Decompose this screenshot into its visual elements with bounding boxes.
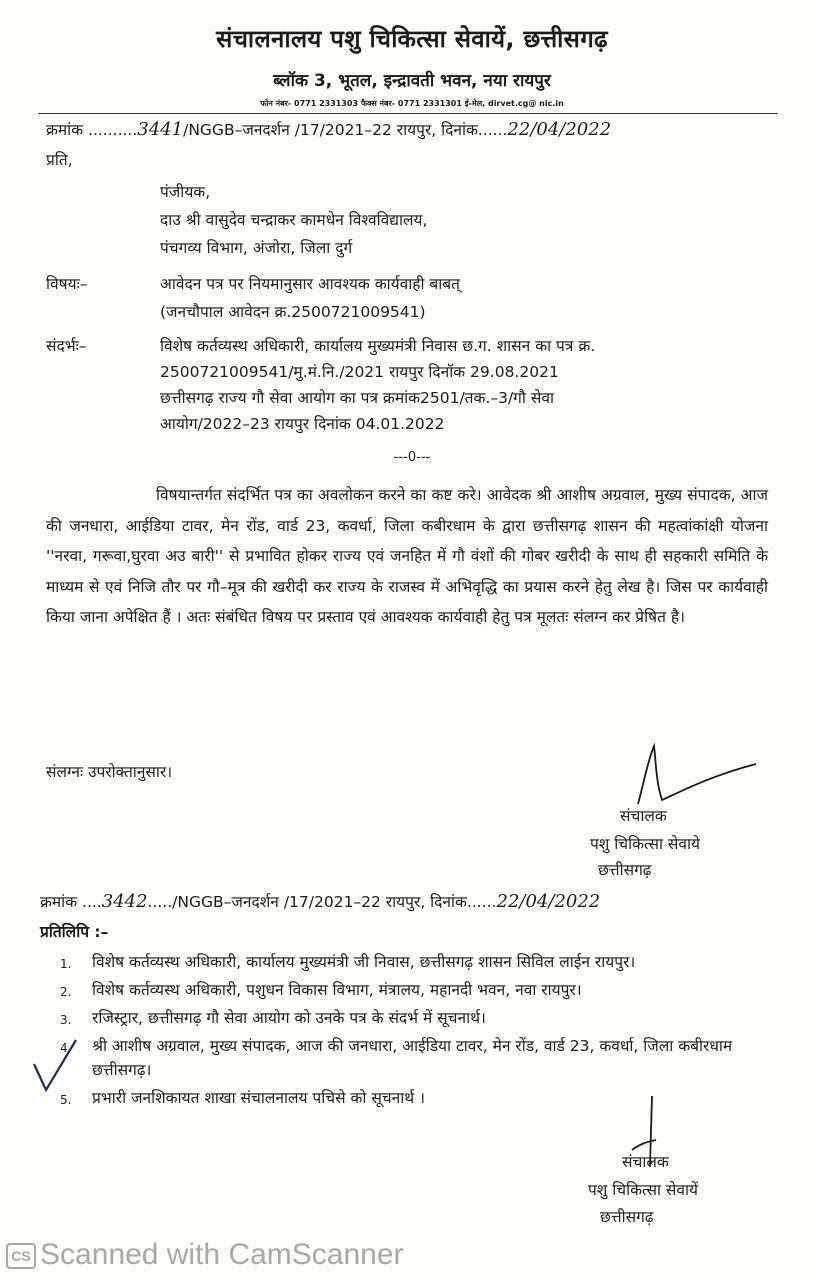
- reference-line-1: विशेष कर्तव्यस्थ अधिकारी, कार्यालय मुख्यमंत्री निवास छ.ग. शासन का पत्र क्र.: [160, 337, 596, 355]
- divider: ---0---: [393, 450, 431, 465]
- copy-ref-middle: /NGGB–जनदर्शन /17/2021–22 रायपुर, दिनांक: [172, 893, 467, 911]
- signature-title: संचालक: [620, 807, 667, 825]
- ref-number: 3441: [137, 119, 184, 140]
- office-contact: फोन नंबर- 0771 2331303 फैक्स नंबर- 0771 2331301 ई-मेल, dirvet.cg@ nic.in: [260, 99, 564, 108]
- subject-line-2: (जनचौपाल आवेदन क्र.2500721009541): [160, 303, 426, 321]
- signature-mark: [610, 722, 760, 812]
- list-item: 1. विशेष कर्तव्यस्थ अधिकारी, कार्यालय मुख्यमंत्री जी निवास, छत्तीसगढ़ शासन सिविल लाईन रायपुर।: [60, 953, 636, 971]
- scanner-watermark: [6, 1238, 404, 1272]
- recipient-line-2: दाउ श्री वासुदेव चन्द्राकर कामधेन विश्वविद्यालय,: [160, 211, 428, 229]
- header-rule: [38, 113, 778, 114]
- letter-body: [46, 480, 768, 633]
- reference-line-3: छत्तीसगढ़ राज्य गौ सेवा आयोग का पत्र क्रमांक2501/तक.–3/गौ सेवा: [160, 389, 554, 407]
- ref-prefix: क्रमांक ..........: [46, 121, 138, 139]
- signature-state: छत्तीसगढ़: [598, 861, 652, 879]
- signature-2-title: संचालक: [622, 1153, 669, 1171]
- list-item: 5. प्रभारी जनशिकायत शाखा संचालनालय पचिसे को सूचनार्थ ।: [60, 1089, 425, 1107]
- letter-reference-line: क्रमांक ..........3441/NGGB–जनदर्शन /17/2021–22 रायपुर, दिनांक......22/04/2022: [46, 119, 612, 140]
- scanner-watermark-text: Scanned with CamScanner: [40, 1238, 404, 1271]
- reference-line-4: आयोग/2022–23 रायपुर दिनांक 04.01.2022: [160, 415, 445, 433]
- signature-2-dept: पशु चिकित्सा सेवायें: [588, 1181, 698, 1199]
- ref-middle: /NGGB–जनदर्शन /17/2021–22 रायपुर, दिनांक: [183, 121, 478, 139]
- signature-dept: पशु चिकित्सा सेवाये: [590, 835, 700, 853]
- list-item: 2. विशेष कर्तव्यस्थ अधिकारी, पशुधन विकास विभाग, मंत्रालय, महानदी भवन, नवा रायपुर।: [60, 981, 582, 999]
- copy-ref-prefix: क्रमांक ....: [40, 893, 102, 911]
- list-item: 4. श्री आशीष अग्रवाल, मुख्य संपादक, आज की जनधारा, आईडिया टावर, मेन रोंड, वार्ड 23, कवर्धा, जिला कबीरधाम छत्तीसगढ़।: [60, 1037, 733, 1079]
- signature-2-state: छत्तीसगढ़: [600, 1208, 654, 1226]
- reference-line-2: 2500721009541/मु.मं.नि./2021 रायपुर दिनॉक 29.08.2021: [160, 363, 559, 381]
- copy-reference-line: क्रमांक ....3442...../NGGB–जनदर्शन /17/2021–22 रायपुर, दिनांक......22/04/2022: [40, 891, 601, 912]
- list-item: 3. रजिस्ट्रार, छत्तीसगढ़ गौ सेवा आयोग को उनके पत्र के संदर्भ में सूचनार्थ।: [60, 1009, 486, 1027]
- copy-ref-date: 22/04/2022: [496, 891, 601, 912]
- office-address: ब्लॉक 3, भूतल, इन्द्रावती भवन, नया रायपुर: [273, 71, 551, 91]
- copy-ref-number: 3442: [101, 891, 148, 912]
- subject-label: विषयः–: [46, 275, 88, 293]
- letter-body-text: विषयान्तर्गत संदर्भित पत्र का अवलोकन करने का कष्ट करे। आवेदक श्री आशीष अग्रवाल, मुख्य संपादक, आज की जनधारा, आईडिया टावर, मेन रोंड, वार्ड 23, कवर्धा, जिला कबीरधाम के द्वारा छत्तीसगढ़ शासन की महत्वांकांक्षी योजना ''नरवा, गरूवा,घुरवा अउ बारी'' से प्रभावित होकर राज्य एवं जनहित में गौ वंशों की गोबर खरीदी के साथ ही सहकारी समिति के माध्यम से एवं निजि तौर पर गौ–मूत्र की खरीदी कर राज्य के राजस्व में अभिवृद्धि का प्रयास करने हेतु लेख है। जिस पर कार्यवाही किया जाना अपेक्षित हैं । अतः संबंधित विषय पर प्रस्ताव एवं आवश्यक कार्यवाही हेतु पत्र मूलतः संलग्न कर प्रेषित है।: [46, 486, 768, 626]
- ref-date: 22/04/2022: [507, 119, 612, 140]
- prati-label: प्रति,: [46, 151, 73, 169]
- office-title: संचालनालय पशु चिकित्सा सेवायें, छत्तीसगढ़: [216, 25, 608, 53]
- enclosure-note: संलग्नः उपरोक्तानुसार।: [46, 763, 173, 781]
- reference-label: संदर्भः–: [46, 337, 87, 355]
- recipient-line-1: पंजीयक,: [160, 183, 211, 201]
- recipient-line-3: पंचगव्य विभाग, अंजोरा, जिला दुर्ग: [160, 239, 353, 257]
- copy-label: प्रतिलिपि :–: [40, 923, 109, 941]
- check-mark-icon: [30, 1036, 80, 1096]
- subject-line-1: आवेदन पत्र पर नियमानुसार आवश्यक कार्यवाही बाबत्: [160, 275, 460, 293]
- camscanner-logo: CS: [6, 1243, 36, 1269]
